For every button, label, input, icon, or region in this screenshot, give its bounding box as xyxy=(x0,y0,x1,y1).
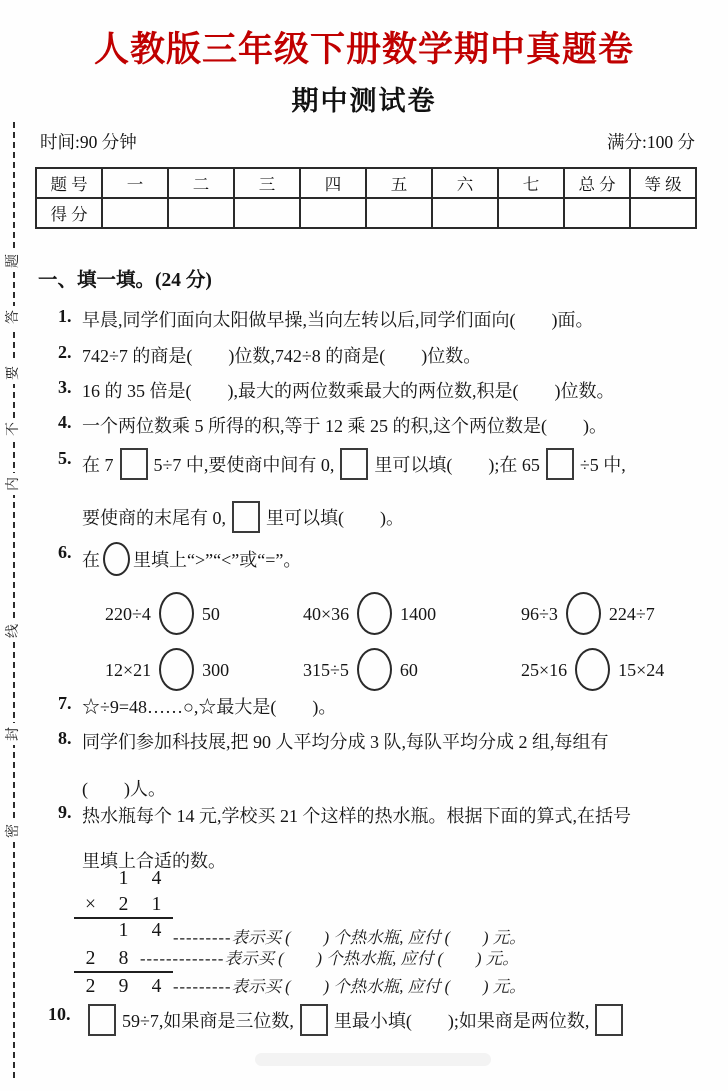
question-number: 8. xyxy=(58,728,72,748)
compare-circle xyxy=(159,592,194,635)
compare-left: 96÷3 xyxy=(521,604,558,624)
seal-char: 要 xyxy=(3,362,25,384)
compare-circle xyxy=(566,592,601,635)
question-text: 一个两位数乘 5 所得的积,等于 12 乘 25 的积,这个两位数是( )。 xyxy=(82,416,607,436)
compare-circle xyxy=(357,592,392,635)
question-number: 4. xyxy=(58,412,72,432)
mult-annotation xyxy=(140,946,519,971)
compare-left: 12×21 xyxy=(105,660,152,680)
score-table-score-row xyxy=(36,198,696,228)
annotation-text: 表示买 ( ) 个热水瓶, 应付 ( ) 元。 xyxy=(231,928,526,947)
score-header-cell: 四 xyxy=(300,168,366,198)
compare-left: 220÷4 xyxy=(105,604,151,624)
question-number: 3. xyxy=(58,377,72,397)
question-6 xyxy=(38,542,700,691)
question-9 xyxy=(38,802,700,873)
compare-left: 40×36 xyxy=(303,604,350,624)
comparison-item xyxy=(105,592,303,635)
question-3 xyxy=(38,377,700,403)
seal-char: 线 xyxy=(3,620,25,642)
score-empty-cell xyxy=(234,198,300,228)
score-header-cell: 七 xyxy=(498,168,564,198)
mult-row-multiplier xyxy=(74,892,694,917)
exam-title: 人教版三年级下册数学期中真题卷 xyxy=(93,30,634,69)
mult-digits xyxy=(74,918,173,943)
digit-cell: 1 xyxy=(118,868,129,889)
seal-char: 题 xyxy=(3,250,25,272)
question-text: 里填上合适的数。 xyxy=(82,851,226,871)
mult-row-multiplicand xyxy=(74,866,694,891)
score-header-cell: 总 分 xyxy=(564,168,630,198)
mult-digits xyxy=(74,866,173,891)
question-text xyxy=(82,1004,700,1036)
comparison-row xyxy=(105,648,700,691)
compare-circle xyxy=(357,648,392,691)
comparison-item xyxy=(521,592,655,635)
compare-right: 15×24 xyxy=(618,660,665,680)
full-score-label: 满分:100 分 xyxy=(607,132,695,152)
question-text xyxy=(82,448,700,480)
digit-cell: 1 xyxy=(151,894,162,915)
digit-cell: 8 xyxy=(118,948,129,969)
question-text-segment: 里可以填( )。 xyxy=(266,508,404,528)
digit-cell: 2 xyxy=(85,976,96,997)
seal-char: 密 xyxy=(3,820,25,842)
question-text-segment: 在 7 xyxy=(82,455,114,475)
score-header-cell: 二 xyxy=(168,168,234,198)
question-number: 9. xyxy=(58,802,72,822)
vertical-multiplication xyxy=(74,866,694,1002)
comparison-item xyxy=(303,592,521,635)
compare-circle xyxy=(575,648,610,691)
dash-leader: --------- xyxy=(173,928,232,947)
score-empty-cell xyxy=(300,198,366,228)
digit-cell xyxy=(74,918,107,943)
fill-blank-box xyxy=(340,448,368,480)
score-empty-cell xyxy=(498,198,564,228)
question-4 xyxy=(38,412,700,438)
digit-cell xyxy=(74,866,107,891)
score-empty-cell xyxy=(366,198,432,228)
comparison-row xyxy=(105,592,700,635)
question-number: 2. xyxy=(58,342,72,362)
score-empty-cell xyxy=(630,198,696,228)
digit-cell: 9 xyxy=(118,976,129,997)
digit-cell: 2 xyxy=(118,894,129,915)
question-number: 10. xyxy=(48,1004,71,1024)
score-header-cell: 六 xyxy=(432,168,498,198)
mult-row-partial-1 xyxy=(74,918,694,945)
compare-left: 315÷5 xyxy=(303,660,349,680)
digit-cell: 4 xyxy=(151,976,162,997)
question-5 xyxy=(38,448,700,533)
question-text-segment: 在 xyxy=(82,550,100,570)
question-text: 同学们参加科技展,把 90 人平均分成 3 队,每队平均分成 2 组,每组有 xyxy=(82,732,609,752)
score-table xyxy=(35,167,697,229)
question-text-segment: 里填上“>”“<”或“=”。 xyxy=(133,550,302,570)
digit-cell: 2 xyxy=(85,948,96,969)
question-1 xyxy=(38,306,700,332)
question-2 xyxy=(38,342,700,368)
compare-circle xyxy=(159,648,194,691)
question-text: 742÷7 的商是( )位数,742÷8 的商是( )位数。 xyxy=(82,346,482,366)
comparison-item xyxy=(105,648,303,691)
question-text: ( )人。 xyxy=(82,779,166,799)
annotation-text: 表示买 ( ) 个热水瓶, 应付 ( ) 元。 xyxy=(224,949,519,968)
question-text: 16 的 35 倍是( ),最大的两位数乘最大的两位数,积是( )位数。 xyxy=(82,381,615,401)
score-header-cell: 题 号 xyxy=(36,168,102,198)
fill-blank-box xyxy=(546,448,574,480)
compare-right: 50 xyxy=(201,604,220,624)
question-text: 热水瓶每个 14 元,学校买 21 个这样的热水瓶。根据下面的算式,在括号 xyxy=(82,806,631,826)
question-number: 5. xyxy=(58,448,72,468)
question-text-segment: 要使商的末尾有 0, xyxy=(82,508,226,528)
question-number: 1. xyxy=(58,306,72,326)
score-empty-cell xyxy=(564,198,630,228)
score-empty-cell xyxy=(168,198,234,228)
seal-char: 内 xyxy=(3,473,25,495)
seal-char: 封 xyxy=(3,723,25,745)
compare-right: 1400 xyxy=(400,604,437,624)
question-text: 早晨,同学们面向太阳做早操,当向左转以后,同学们面向( )面。 xyxy=(82,310,594,330)
fill-blank-box xyxy=(300,1004,328,1036)
question-number: 7. xyxy=(58,693,72,713)
mult-digits xyxy=(74,974,173,999)
fill-blank-box xyxy=(595,1004,623,1036)
fill-blank-box xyxy=(88,1004,116,1036)
times-sign: × xyxy=(85,894,96,915)
digit-cell: 1 xyxy=(118,920,129,941)
compare-circle xyxy=(103,542,130,576)
question-10 xyxy=(38,1004,700,1036)
question-text-segment: 里可以填( );在 65 xyxy=(374,455,540,475)
question-text-segment: 5÷7 中,要使商中间有 0, xyxy=(153,455,335,475)
score-header-cell: 一 xyxy=(102,168,168,198)
mult-row-partial-2 xyxy=(74,946,694,973)
score-header-cell: 三 xyxy=(234,168,300,198)
score-empty-cell xyxy=(432,198,498,228)
fill-blank-box xyxy=(232,501,260,533)
compare-right: 224÷7 xyxy=(608,604,655,624)
time-label: 时间:90 分钟 xyxy=(40,132,137,152)
compare-left: 25×16 xyxy=(521,660,568,680)
score-table-header-row xyxy=(36,168,696,198)
seal-char: 不 xyxy=(3,418,25,440)
fill-blank-box xyxy=(120,448,148,480)
question-8 xyxy=(38,728,700,801)
annotation-text: 表示买 ( ) 个热水瓶, 应付 ( ) 元。 xyxy=(231,977,526,996)
question-text xyxy=(82,501,700,533)
score-empty-cell xyxy=(102,198,168,228)
score-header-cell: 五 xyxy=(366,168,432,198)
question-7 xyxy=(38,693,700,719)
comparison-item xyxy=(303,648,521,691)
score-header-cell: 等 级 xyxy=(630,168,696,198)
page-bottom-scan-artifact xyxy=(255,1053,491,1066)
question-text xyxy=(82,542,700,576)
question-text-segment: ÷5 中, xyxy=(579,455,626,475)
exam-subtitle: 期中测试卷 xyxy=(291,86,437,116)
digit-cell: 4 xyxy=(151,868,162,889)
dash-leader: --------- xyxy=(173,977,232,996)
digit-cell: 4 xyxy=(151,920,162,941)
dash-leader: ------------- xyxy=(140,949,225,968)
compare-right: 60 xyxy=(399,660,418,680)
exam-meta-row xyxy=(40,129,695,154)
question-text-segment: 59÷7,如果商是三位数, xyxy=(122,1011,294,1031)
mult-digits xyxy=(74,892,173,919)
score-row-label: 得 分 xyxy=(36,198,102,228)
mult-annotation xyxy=(173,974,526,999)
question-text-segment: 里最小填( );如果商是两位数, xyxy=(333,1011,590,1031)
section-one-heading: 一、填一填。(24 分) xyxy=(38,270,212,291)
question-number: 6. xyxy=(58,542,72,562)
comparison-item xyxy=(521,648,664,691)
mult-row-product xyxy=(74,974,694,1001)
question-text: ☆÷9=48……○,☆最大是( )。 xyxy=(82,697,337,717)
seal-char: 答 xyxy=(3,306,25,328)
compare-right: 300 xyxy=(202,660,230,680)
